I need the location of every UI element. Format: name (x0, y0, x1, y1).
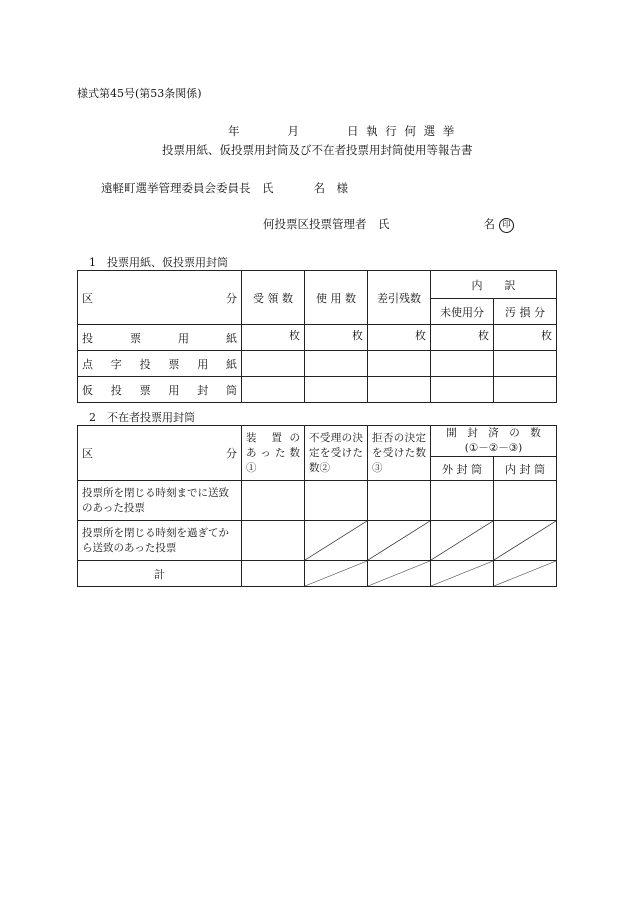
year-label: 年 (228, 124, 240, 138)
empty-cell (305, 481, 368, 521)
category-header-left: 区 (82, 291, 93, 305)
date-line (228, 123, 454, 139)
empty-cell (242, 561, 305, 587)
election-label: 日 執 行 何 選 挙 (347, 124, 455, 138)
addressee (101, 180, 348, 196)
empty-cell (494, 377, 557, 403)
unit-cell: 枚 (305, 325, 368, 351)
empty-cell (305, 377, 368, 403)
reporter-name-label: 名 (483, 217, 495, 231)
slashed-cell (305, 521, 368, 561)
empty-cell (368, 351, 431, 377)
opened-header (431, 426, 557, 457)
unit-cell: 枚 (494, 325, 557, 351)
addressee-title: 遠軽町選挙管理委員会委員長 氏 (101, 181, 274, 195)
breakdown-header: 内 訳 (431, 271, 557, 299)
category-header (78, 271, 242, 325)
slashed-cell (431, 561, 494, 587)
opened-header-label: 開 封 済 の 数 (446, 427, 541, 439)
section1-table (77, 270, 557, 403)
reporter (263, 216, 514, 233)
unit-cell: 枚 (368, 325, 431, 351)
slashed-cell (494, 561, 557, 587)
used-header: 使 用 数 (305, 271, 368, 325)
remaining-header: 差引残数 (368, 271, 431, 325)
outer-envelope-header: 外 封 筒 (431, 457, 494, 481)
slashed-cell (494, 521, 557, 561)
month-label: 月 (287, 124, 299, 138)
row-label: 投票所を閉じる時刻までに送致のあった投票 (78, 481, 242, 521)
empty-cell (368, 481, 431, 521)
damaged-header: 汚 損 分 (494, 299, 557, 325)
empty-cell (242, 351, 305, 377)
category-header-right: 分 (226, 291, 237, 305)
refused-header: 拒否の決定を受けた数 ③ (368, 426, 431, 481)
received-header: 受 領 数 (242, 271, 305, 325)
empty-cell (242, 521, 305, 561)
row-label: 点字投票用紙 (78, 351, 242, 377)
category-header (78, 426, 242, 481)
opened-formula: (①－②－③) (464, 442, 523, 454)
empty-cell (242, 481, 305, 521)
row-label: 仮投票用封筒 (78, 377, 242, 403)
slashed-cell (431, 521, 494, 561)
inner-envelope-header: 内 封 筒 (494, 457, 557, 481)
seal-mark: 印 (499, 218, 514, 233)
document-title: 投票用紙、仮投票用封筒及び不在者投票用封筒使用等報告書 (162, 143, 473, 157)
section2-heading: 2 不在者投票用封筒 (89, 411, 195, 424)
slashed-cell (305, 561, 368, 587)
section2-table (77, 425, 557, 587)
category-header-left: 区 (82, 447, 93, 460)
empty-cell (368, 377, 431, 403)
form-number: 様式第45号(第53条関係) (77, 87, 202, 100)
received-header: 装 置 の あった数 ① (242, 426, 305, 481)
not-accepted-header: 不受理の決定を受けた数② (305, 426, 368, 481)
total-label: 計 (78, 561, 242, 587)
addressee-suffix: 名 様 (313, 181, 348, 195)
section1-heading: 1 投票用紙、仮投票用封筒 (89, 256, 228, 269)
empty-cell (431, 351, 494, 377)
reporter-title: 何投票区投票管理者 氏 (263, 217, 390, 231)
empty-cell (431, 481, 494, 521)
unused-header: 未使用分 (431, 299, 494, 325)
slashed-cell (368, 561, 431, 587)
unit-cell: 枚 (242, 325, 305, 351)
empty-cell (305, 351, 368, 377)
category-header-right: 分 (226, 447, 237, 460)
empty-cell (494, 351, 557, 377)
row-label: 投票所を閉じる時刻を過ぎてから送致のあった投票 (78, 521, 242, 561)
empty-cell (431, 377, 494, 403)
slashed-cell (368, 521, 431, 561)
empty-cell (242, 377, 305, 403)
empty-cell (494, 481, 557, 521)
unit-cell: 枚 (431, 325, 494, 351)
row-label: 投票用紙 (78, 325, 242, 351)
